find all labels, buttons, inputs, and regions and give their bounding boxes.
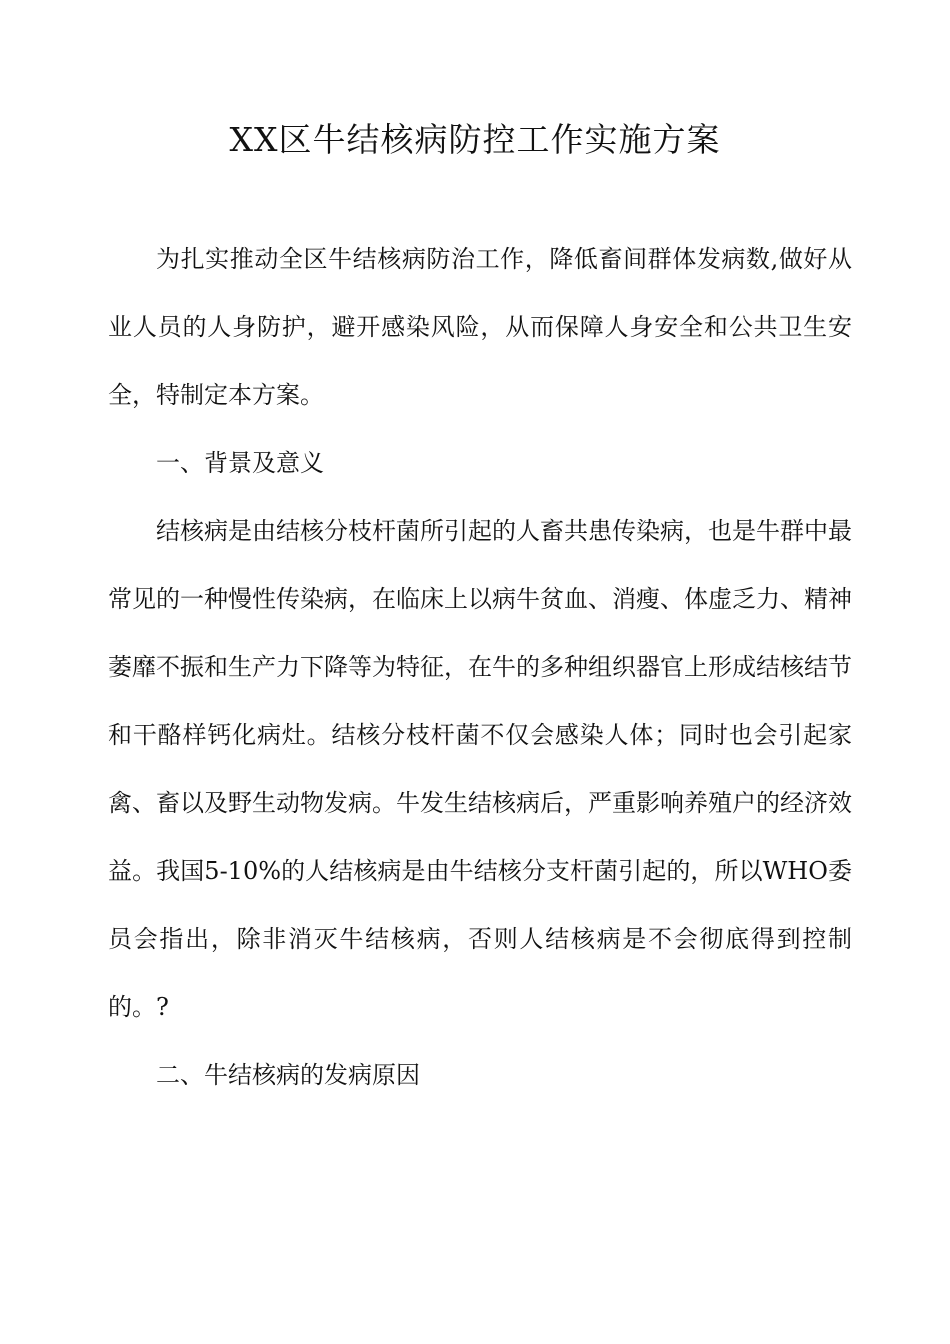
document-title: XX区牛结核病防控工作实施方案 bbox=[229, 120, 721, 159]
intro-paragraph: 为扎实推动全区牛结核病防治工作，降低畜间群体发病数,做好从业人员的人身防护，避开感染风险，从而保障人身安全和公共卫生安全，特制定本方案。 bbox=[108, 245, 852, 409]
document-body bbox=[108, 225, 852, 1109]
section-heading-background: 一、背景及意义 bbox=[156, 449, 324, 477]
section-heading-causes: 二、牛结核病的发病原因 bbox=[156, 1061, 420, 1089]
background-paragraph: 结核病是由结核分枝杆菌所引起的人畜共患传染病，也是牛群中最常见的一种慢性传染病，在临床上以病牛贫血、消瘦、体虚乏力、精神萎靡不振和生产力下降等为特征，在牛的多种组织器官上形成结核结节和干酪样钙化病灶。结核分枝杆菌不仅会感染人体；同时也会引起家禽、畜以及野生动物发病。牛发生结核病后，严重影响养殖户的经济效益。我国5-10%的人结核病是由牛结核分支杆菌引起的，所以WHO委员会指出，除非消灭牛结核病，否则人结核病是不会彻底得到控制的。? bbox=[108, 517, 852, 1021]
